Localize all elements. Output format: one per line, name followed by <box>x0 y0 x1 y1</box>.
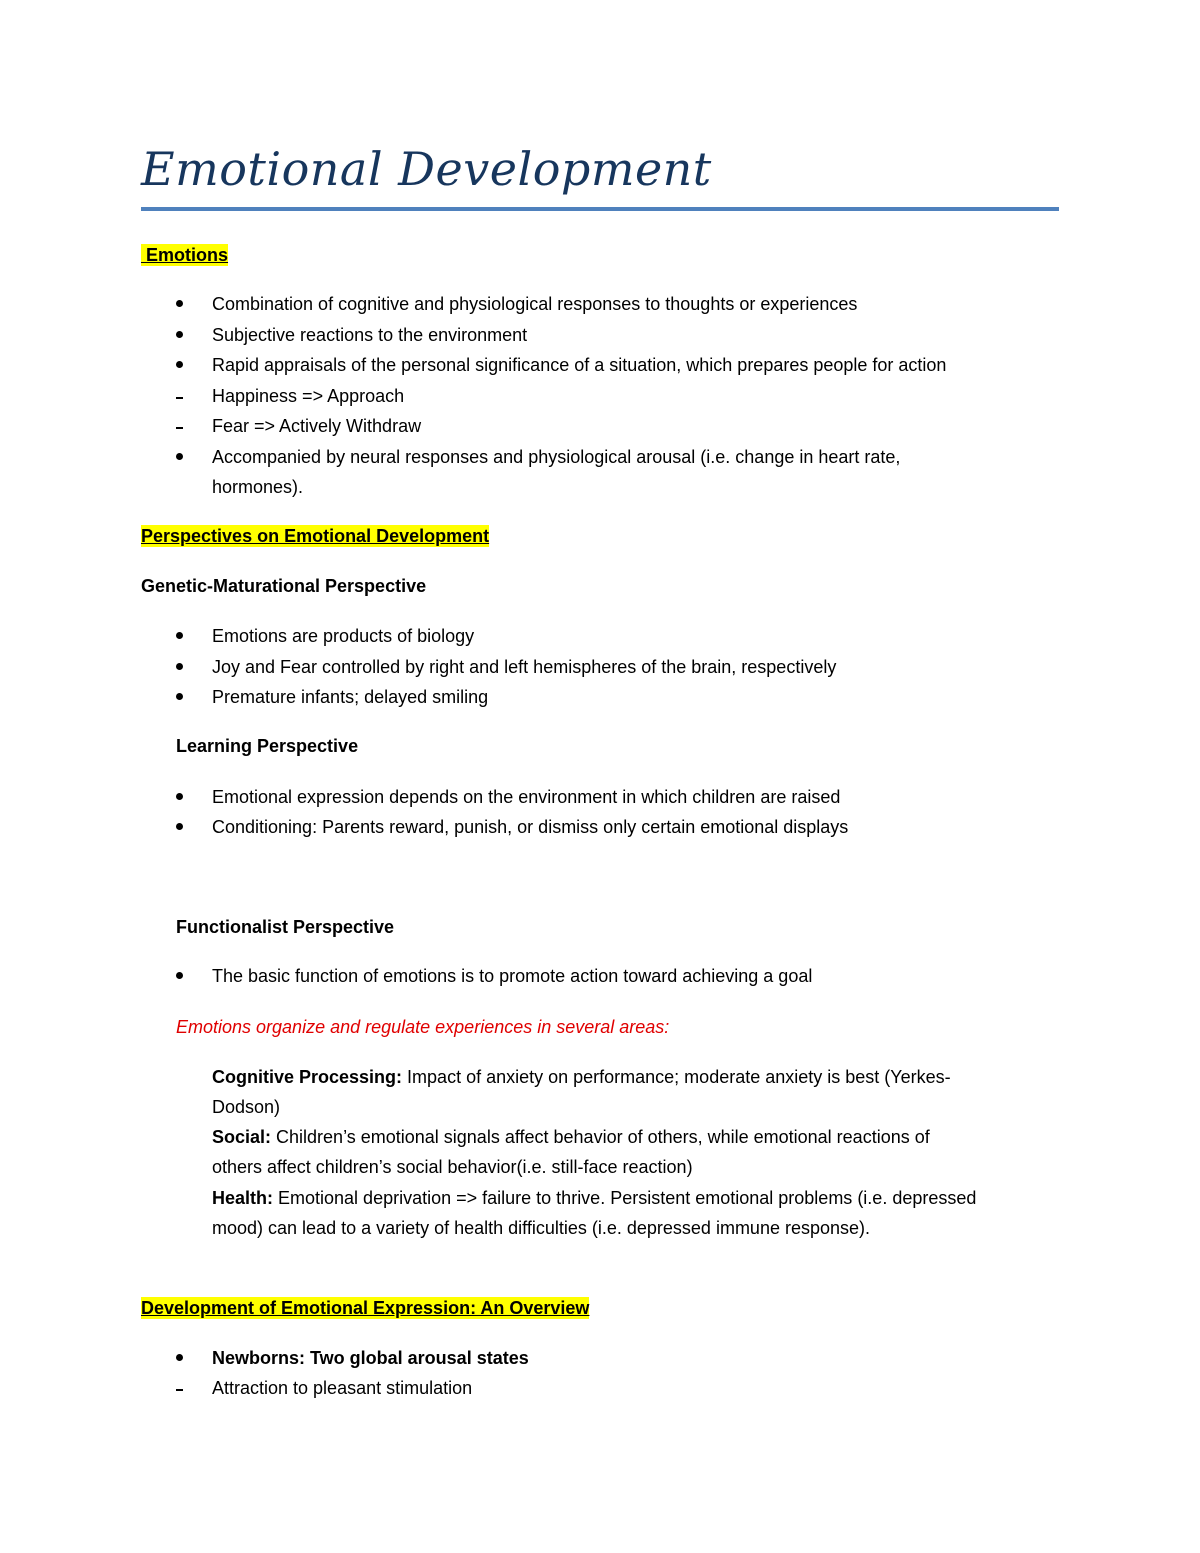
cognitive-processing-line-1 <box>212 1066 951 1088</box>
bullet-icon <box>176 823 183 830</box>
emotions-bullet-4-line-1: Accompanied by neural responses and physiological arousal (i.e. change in heart rate, <box>212 447 901 467</box>
section-heading-expression: Development of Emotional Expression: An Overview <box>141 1298 590 1318</box>
bullet-icon <box>176 453 183 460</box>
genetic-bullet-2: Joy and Fear controlled by right and left hemispheres of the brain, respectively <box>212 657 837 677</box>
health-line-1 <box>212 1187 976 1209</box>
health-text: Emotional deprivation => failure to thrive. Persistent emotional problems (i.e. depressed <box>273 1188 977 1208</box>
section-heading-emotions <box>141 244 228 266</box>
cognitive-processing-text: Impact of anxiety on performance; moderate anxiety is best (Yerkes- <box>402 1067 951 1087</box>
learning-bullet-2: Conditioning: Parents reward, punish, or dismiss only certain emotional displays <box>212 817 849 837</box>
dash-bullet-icon <box>176 427 183 429</box>
bullet-icon <box>176 663 183 670</box>
social-label: Social: <box>212 1127 272 1147</box>
emotions-dash-1: Happiness => Approach <box>212 386 405 406</box>
dash-bullet-icon <box>176 397 183 399</box>
subheading-genetic-maturational: Genetic-Maturational Perspective <box>141 576 427 596</box>
bullet-icon <box>176 361 183 368</box>
emotions-bullet-3: Rapid appraisals of the personal significance of a situation, which prepares people for action <box>212 355 947 375</box>
genetic-bullet-1: Emotions are products of biology <box>212 626 475 646</box>
health-line-2: mood) can lead to a variety of health difficulties (i.e. depressed immune response). <box>212 1218 871 1238</box>
cognitive-processing-label: Cognitive Processing: <box>212 1067 403 1087</box>
bullet-icon <box>176 693 183 700</box>
section-heading-emotions-text: Emotions <box>146 245 229 265</box>
section-heading-perspectives: Perspectives on Emotional Development <box>141 526 490 546</box>
functionalist-red-note: Emotions organize and regulate experiences in several areas: <box>176 1017 670 1037</box>
emotions-bullet-1: Combination of cognitive and physiological responses to thoughts or experiences <box>212 294 858 314</box>
bullet-icon <box>176 300 183 307</box>
health-label: Health: <box>212 1188 274 1208</box>
learning-bullet-1: Emotional expression depends on the environment in which children are raised <box>212 787 841 807</box>
genetic-bullet-3: Premature infants; delayed smiling <box>212 687 489 707</box>
bullet-icon <box>176 793 183 800</box>
emotions-bullet-4-line-2: hormones). <box>212 477 304 497</box>
page-title: Emotional Development <box>141 142 712 196</box>
social-text: Children’s emotional signals affect behavior of others, while emotional reactions of <box>271 1127 930 1147</box>
social-line-2: others affect children’s social behavior(i.e. still-face reaction) <box>212 1157 693 1177</box>
expression-bullet-1: Newborns: Two global arousal states <box>212 1348 529 1368</box>
emotions-dash-2: Fear => Actively Withdraw <box>212 416 422 436</box>
cognitive-processing-line-2: Dodson) <box>212 1097 281 1117</box>
dash-bullet-icon <box>176 1389 183 1391</box>
emotions-bullet-2: Subjective reactions to the environment <box>212 325 528 345</box>
title-underline-rule <box>141 207 1059 211</box>
subheading-learning: Learning Perspective <box>176 736 359 756</box>
social-line-1 <box>212 1126 930 1148</box>
functionalist-bullet-1: The basic function of emotions is to promote action toward achieving a goal <box>212 966 813 986</box>
subheading-functionalist: Functionalist Perspective <box>176 917 395 937</box>
bullet-icon <box>176 1354 183 1361</box>
bullet-icon <box>176 331 183 338</box>
expression-dash-1: Attraction to pleasant stimulation <box>212 1378 473 1398</box>
bullet-icon <box>176 632 183 639</box>
bullet-icon <box>176 972 183 979</box>
